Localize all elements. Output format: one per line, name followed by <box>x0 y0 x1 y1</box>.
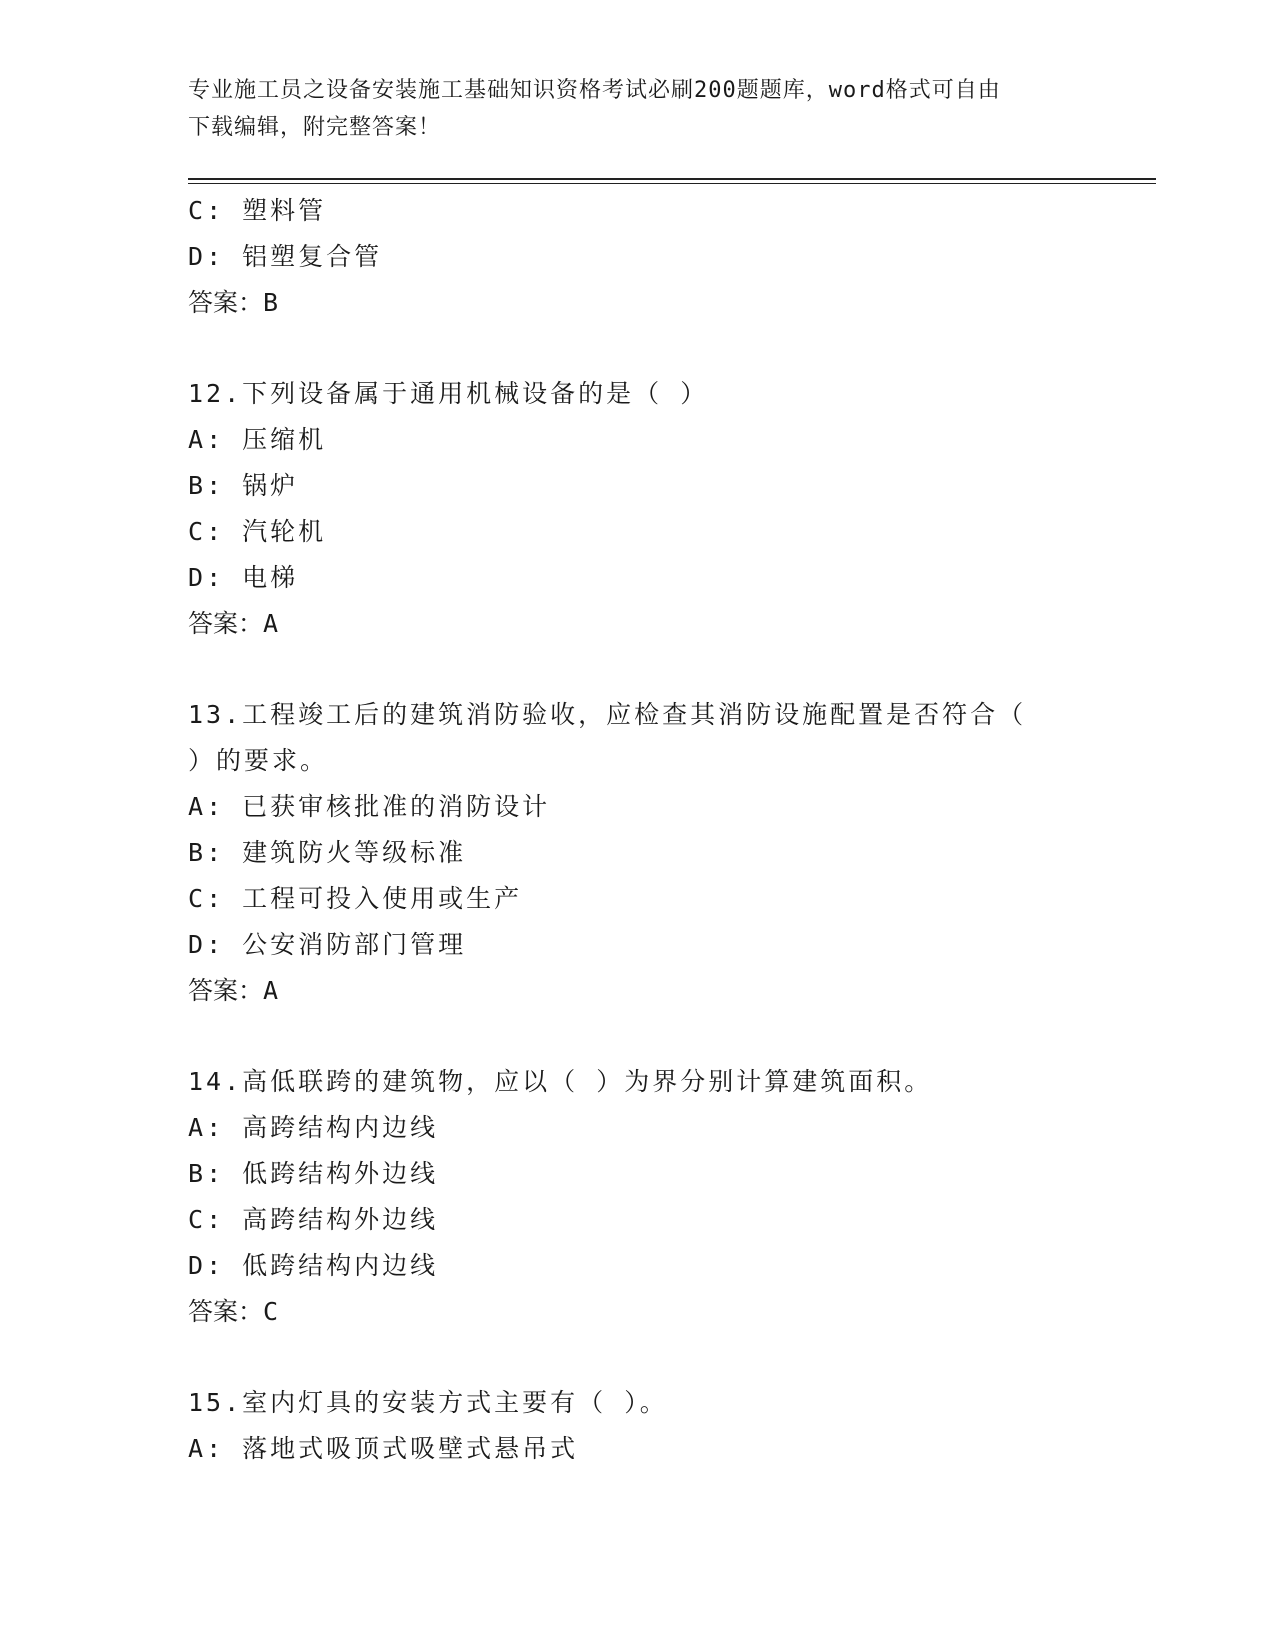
option-key: A <box>188 425 207 454</box>
answer-line <box>188 1289 1088 1335</box>
answer-value: B <box>263 288 280 317</box>
option-text: 铝塑复合管 <box>242 242 383 271</box>
option-text: 高跨结构内边线 <box>242 1113 439 1142</box>
option-key: D <box>188 930 207 959</box>
option-text: 公安消防部门管理 <box>242 930 467 959</box>
question-text: 室内灯具的安装方式主要有（ ）。 <box>242 1388 668 1417</box>
answer-label: 答案： <box>188 976 264 1005</box>
option-text: 锅炉 <box>242 471 299 500</box>
option-text: 低跨结构外边线 <box>242 1159 439 1188</box>
answer-label: 答案： <box>188 288 264 317</box>
option-text: 汽轮机 <box>242 517 327 546</box>
option-key: C <box>188 1205 207 1234</box>
option-a: A: 落地式吸顶式吸壁式悬吊式 <box>188 1434 579 1463</box>
option-key: A <box>188 1113 207 1142</box>
question-block-14 <box>188 1059 1088 1335</box>
question-stem <box>188 1380 1088 1426</box>
header-divider-thin <box>188 183 1156 184</box>
question-text: 工程竣工后的建筑消防验收，应检查其消防设施配置是否符合（ <box>242 700 1027 729</box>
answer-value: C <box>263 1297 280 1326</box>
option-text: 压缩机 <box>242 425 327 454</box>
document-header <box>188 72 1088 146</box>
answer-line <box>188 601 1088 647</box>
option-a: A: 高跨结构内边线 <box>188 1113 439 1142</box>
option-key: D <box>188 563 207 592</box>
option-d: D: 铝塑复合管 <box>188 242 383 271</box>
question-stem-continued: ）的要求。 <box>188 746 329 775</box>
option-key: C <box>188 884 207 913</box>
question-stem <box>188 371 1088 417</box>
answer-line <box>188 280 1088 326</box>
option-key: D <box>188 1251 207 1280</box>
option-d: D: 低跨结构内边线 <box>188 1251 439 1280</box>
option-text: 电梯 <box>242 563 299 592</box>
question-number: 14. <box>188 1067 243 1096</box>
option-d: D: 公安消防部门管理 <box>188 930 467 959</box>
option-text: 工程可投入使用或生产 <box>242 884 523 913</box>
header-title-line-1: 专业施工员之设备安装施工基础知识资格考试必刷200题题库，word格式可自由 <box>188 78 1001 103</box>
option-text: 高跨结构外边线 <box>242 1205 439 1234</box>
header-divider-thick <box>188 178 1156 180</box>
option-c: C: 塑料管 <box>188 196 327 225</box>
answer-value: A <box>263 976 280 1005</box>
option-c: C: 高跨结构外边线 <box>188 1205 439 1234</box>
option-key: B <box>188 471 207 500</box>
question-block-13 <box>188 692 1088 1014</box>
question-number: 12. <box>188 379 243 408</box>
question-list <box>188 188 1088 1472</box>
option-a: A: 压缩机 <box>188 425 327 454</box>
option-key: D <box>188 242 207 271</box>
option-text: 建筑防火等级标准 <box>242 838 467 867</box>
option-key: C <box>188 517 207 546</box>
question-number: 15. <box>188 1388 243 1417</box>
option-d: D: 电梯 <box>188 563 299 592</box>
answer-line <box>188 968 1088 1014</box>
option-key: B <box>188 838 207 867</box>
option-text: 塑料管 <box>242 196 327 225</box>
question-text: 高低联跨的建筑物，应以（ ）为界分别计算建筑面积。 <box>242 1067 933 1096</box>
answer-label: 答案： <box>188 609 264 638</box>
option-b: B: 锅炉 <box>188 471 299 500</box>
option-text: 已获审核批准的消防设计 <box>242 792 551 821</box>
header-title-line-2: 下载编辑，附完整答案！ <box>188 115 442 140</box>
question-block-15 <box>188 1380 1088 1472</box>
option-text: 落地式吸顶式吸壁式悬吊式 <box>242 1434 579 1463</box>
option-key: A <box>188 1434 207 1463</box>
question-number: 13. <box>188 700 243 729</box>
question-block-12 <box>188 371 1088 647</box>
question-text: 下列设备属于通用机械设备的是（ ） <box>242 379 709 408</box>
option-c: C: 工程可投入使用或生产 <box>188 884 523 913</box>
option-b: B: 建筑防火等级标准 <box>188 838 467 867</box>
answer-value: A <box>263 609 280 638</box>
option-b: B: 低跨结构外边线 <box>188 1159 439 1188</box>
question-stem <box>188 1059 1088 1105</box>
option-text: 低跨结构内边线 <box>242 1251 439 1280</box>
question-stem <box>188 692 1088 738</box>
question-block-11 <box>188 188 1088 326</box>
option-key: B <box>188 1159 207 1188</box>
option-a: A: 已获审核批准的消防设计 <box>188 792 551 821</box>
option-key: A <box>188 792 207 821</box>
option-key: C <box>188 196 207 225</box>
option-c: C: 汽轮机 <box>188 517 327 546</box>
answer-label: 答案： <box>188 1297 264 1326</box>
